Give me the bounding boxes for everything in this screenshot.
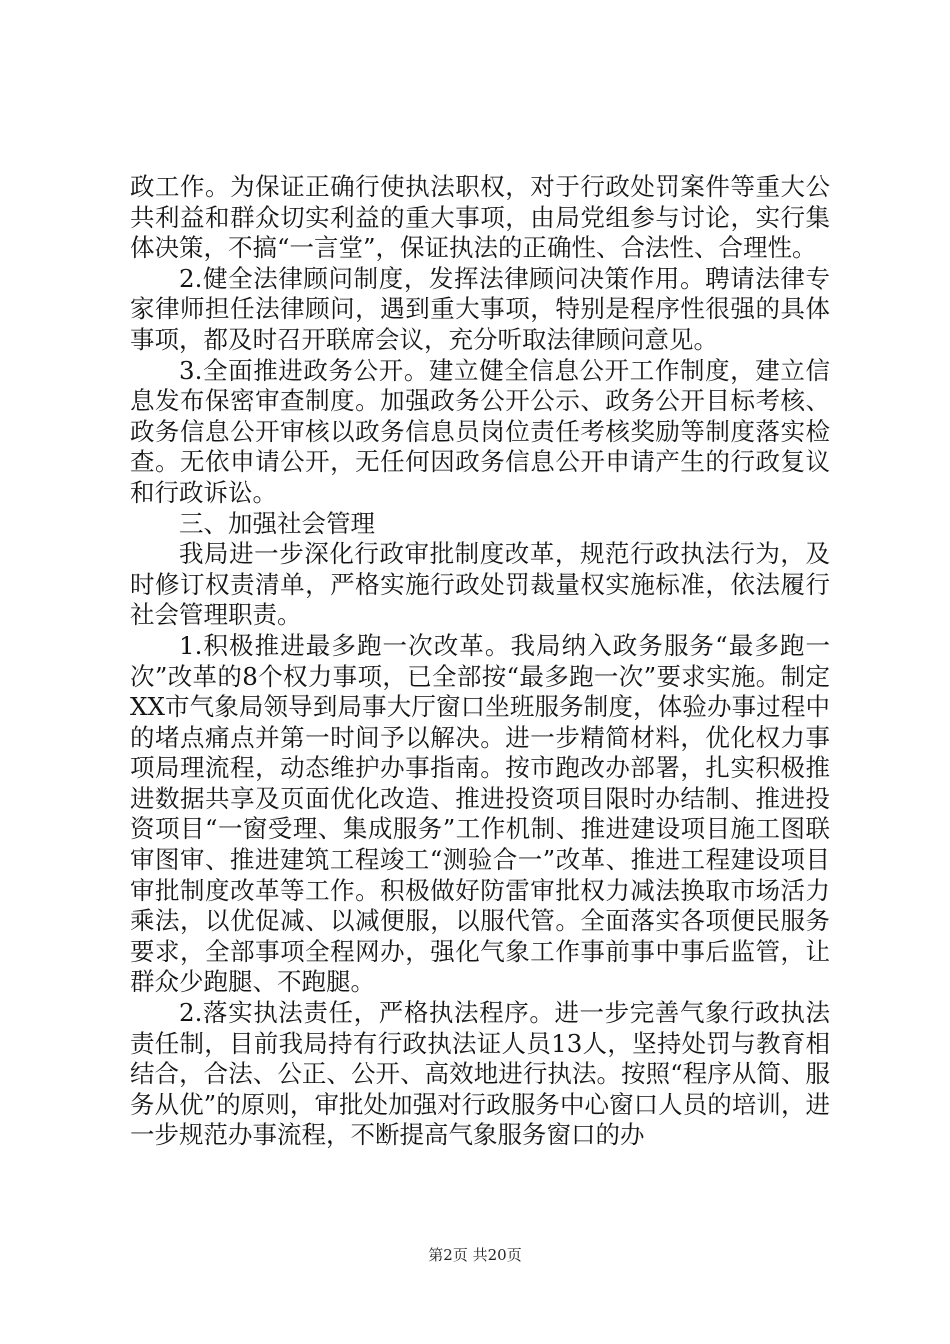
- paragraph-legal-advisor: 2.健全法律顾问制度，发挥法律顾问决策作用。聘请法律专家律师担任法律顾问，遇到重大事项，特别是程序性很强的具体事项，都及时召开联席会议，充分听取法律顾问意见。: [130, 263, 830, 354]
- section-heading-social-management: 三、加强社会管理: [179, 508, 375, 538]
- document-body: [130, 172, 830, 1151]
- paragraph-continuation: 政工作。为保证正确行使执法职权，对于行政处罚案件等重大公共利益和群众切实利益的重大事项，由局党组参与讨论，实行集体决策，不搞“一言堂”，保证执法的正确性、合法性、合理性。: [130, 172, 830, 263]
- paragraph-run-at-most-once-reform: 1.积极推进最多跑一次改革。我局纳入政务服务“最多跑一次”改革的8个权力事项，已全部按“最多跑一次”要求实施。制定XX市气象局领导到局事大厅窗口坐班服务制度，体验办事过程中的堵点痛点并第一时间予以解决。进一步精简材料，优化权力事项局理流程，动态维护办事指南。按市跑改办部署，扎实积极推进数据共享及页面优化改造、推进投资项目限时办结制、推进投资项目“一窗受理、集成服务”工作机制、推进建设项目施工图联审图审、推进建筑工程竣工“测验合一”改革、推进工程建设项目审批制度改革等工作。积极做好防雷审批权力减法换取市场活力乘法，以优促减、以减便服，以服代管。全面落实各项便民服务要求，全部事项全程网办，强化气象工作事前事中事后监管，让群众少跑腿、不跑腿。: [130, 630, 830, 997]
- paragraph-government-affairs-openness: 3.全面推进政务公开。建立健全信息公开工作制度，建立信息发布保密审查制度。加强政务公开公示、政务公开目标考核、政务信息公开审核以政务信息员岗位责任考核奖励等制度落实检查。无依申请公开，无任何因政务信息公开申请产生的行政复议和行政诉讼。: [130, 355, 830, 507]
- page-number-footer: 第2页 共20页: [428, 1246, 522, 1264]
- paragraph-enforcement-responsibility: 2.落实执法责任，严格执法程序。进一步完善气象行政执法责任制，目前我局持有行政执法证人员13人，坚持处罚与教育相结合，合法、公正、公开、高效地进行执法。按照“程序从简、服务从优”的原则，审批处加强对行政服务中心窗口人员的培训，进一步规范办事流程，不断提高气象服务窗口的办: [130, 998, 830, 1150]
- paragraph-section-intro: 我局进一步深化行政审批制度改革，规范行政执法行为，及时修订权责清单，严格实施行政处罚裁量权实施标准，依法履行社会管理职责。: [130, 539, 830, 630]
